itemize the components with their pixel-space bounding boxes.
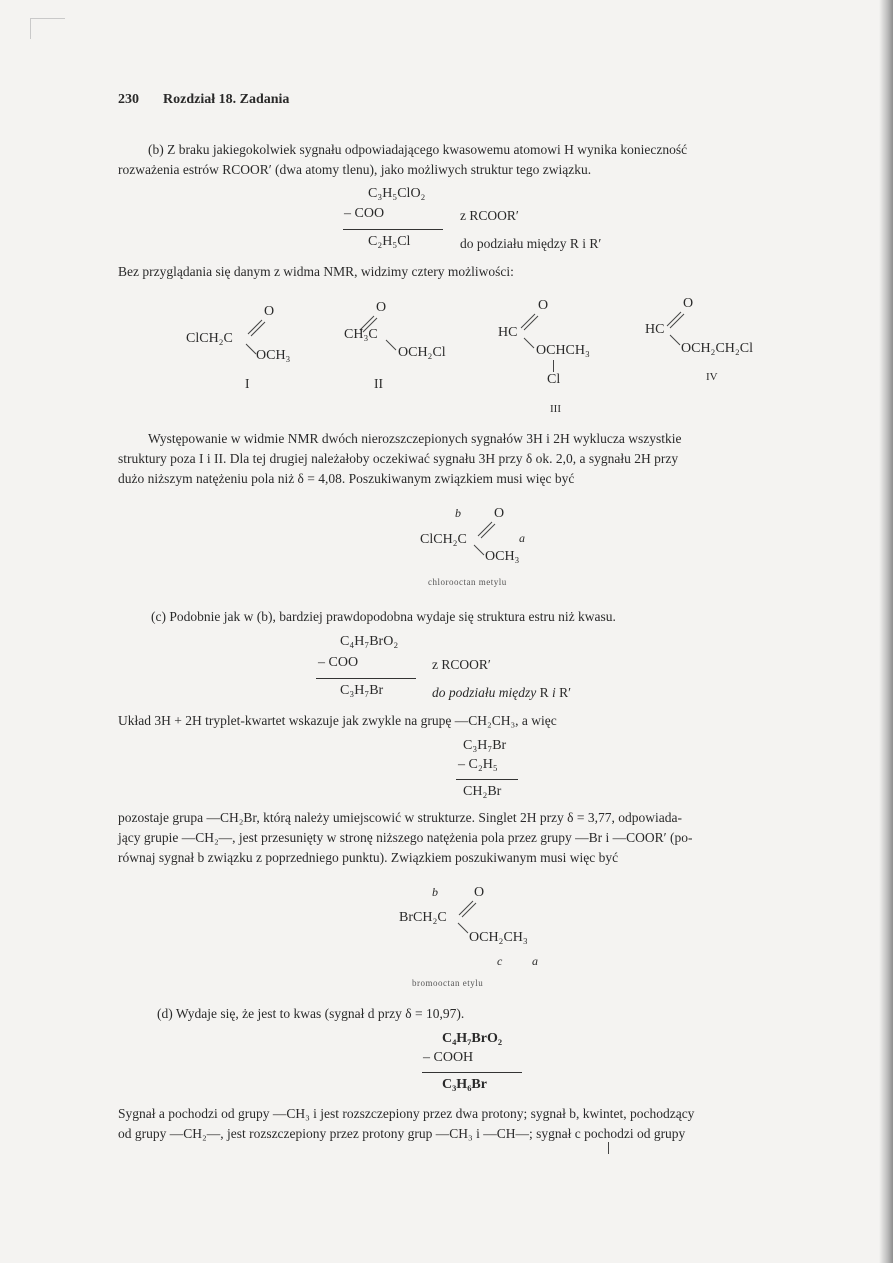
answer-c-oxygen: O <box>474 885 485 900</box>
sec-c-para2: jący grupie —CH₂—, jest przesunięty w stronę niższego natężenia pola przez grupy —Br i —COOR′ (po- <box>118 830 693 845</box>
sec-c-note3-r-prime: R′ <box>559 685 572 700</box>
sec-d-rule <box>422 1072 522 1073</box>
sec-c-sub3: CH₂Br <box>463 784 502 799</box>
structure-III-vertical-bond <box>553 360 554 372</box>
sec-c-uklad: Układ 3H + 2H tryplet-kwartet wskazuje jak zwykle na grupę —CH₂CH₃, a więc <box>118 713 557 728</box>
structure-I-left: ClCH₂C <box>186 331 233 346</box>
structure-IV-bottom: OCH₂CH₂Cl <box>681 341 753 356</box>
sec-c-line1: (c) Podobnie jak w (b), bardziej prawdopodobna wydaje się struktura estru niż kwasu. <box>151 609 616 624</box>
sec-b-line1: (b) Z braku jakiegokolwiek sygnału odpowiadającego kwasowemu atomowi H wynika konieczność <box>148 142 688 157</box>
sec-d-formula1: C₄H₇BrO₂ <box>442 1031 503 1046</box>
structure-II-left: CH₃C <box>344 327 378 342</box>
sec-c-para1: pozostaje grupa —CH₂Br, którą należy umiejscowić w strukturze. Singlet 2H przy δ = 3,77, odpowiada- <box>118 810 683 825</box>
structure-I-label: I <box>245 376 250 391</box>
answer-b-double-bond <box>478 520 498 540</box>
sec-c-result: C₃H₇Br <box>340 683 384 698</box>
sec-d-line1: (d) Wydaje się, że jest to kwas (sygnał d przy δ = 10,97). <box>157 1006 465 1021</box>
answer-c-name: bromooctan etylu <box>412 978 484 988</box>
answer-c-mark-c: c <box>497 954 503 968</box>
sec-b-note2: z RCOOR′ <box>460 208 519 223</box>
answer-c-mark-a: a <box>532 954 538 968</box>
structure-III-label: III <box>550 403 561 415</box>
sec-b-rule <box>343 229 443 230</box>
sec-b-para1: Występowanie w widmie NMR dwóch nierozszczepionych sygnałów 3H i 2H wyklucza wszystkie <box>148 431 682 446</box>
structure-IV-label: IV <box>706 371 718 383</box>
sec-c-formula2: – COO <box>318 655 359 670</box>
answer-c-double-bond <box>459 899 479 919</box>
structure-III-left: HC <box>498 325 518 340</box>
sec-d-para1: Sygnał a pochodzi od grupy —CH₃ i jest rozszczepiony przez dwa protony; sygnał b, kwintet, pochodzący <box>118 1106 695 1121</box>
answer-c-mark-b: b <box>432 885 438 899</box>
sec-b-para3: dużo niższym natężeniu pola niż δ = 4,08. Poszukiwanym związkiem musi więc być <box>118 471 575 486</box>
structure-I-bottom: OCH₃ <box>256 348 291 363</box>
sec-b-formula2: – COO <box>344 206 385 221</box>
sec-b-line2: rozważenia estrów RCOOR′ (dwa atomy tlenu), jako możliwych struktur tego związku. <box>118 162 592 177</box>
structure-I-oxygen: O <box>264 304 275 319</box>
structure-II-oxygen: O <box>376 300 387 315</box>
sec-c-sub1: C₃H₇Br <box>463 738 507 753</box>
sec-d-para2: od grupy —CH₂—, jest rozszczepiony przez protony grup —CH₃ i —CH—; sygnał c pochodzi od grupy <box>118 1126 686 1141</box>
structure-III-bottom: OCHCH₃ <box>536 343 590 358</box>
sec-b-note3: do podziału między R i R′ <box>460 236 602 251</box>
sec-d-ch-vertical-bond <box>608 1142 609 1154</box>
sec-c-note3-text: do podziału między <box>432 685 537 700</box>
sec-b-para2: struktury poza I i II. Dla tej drugiej należałoby oczekiwać sygnału 3H przy δ ok. 2,0, a sygnału 2H przy <box>118 451 679 466</box>
structure-III-oxygen: O <box>538 298 549 313</box>
sec-c-sub-rule <box>456 779 518 780</box>
structure-I-double-bond <box>248 318 268 338</box>
sec-b-formula1: C₃H₅ClO₂ <box>368 186 426 201</box>
answer-b-mark-a: a <box>519 531 525 545</box>
sec-c-note3-r: R <box>539 685 549 700</box>
answer-b-mark-b: b <box>455 506 461 520</box>
scan-corner-mark <box>30 18 65 39</box>
structure-IV-oxygen: O <box>683 296 694 311</box>
answer-b-bottom: OCH₃ <box>485 549 520 564</box>
structure-II-label: II <box>374 376 383 391</box>
sec-c-para3: równaj sygnał b związku z poprzedniego punktu). Związkiem poszukiwanym musi więc być <box>118 850 619 865</box>
sec-c-note3 <box>432 683 571 702</box>
sec-d-result: C₃H₆Br <box>442 1077 487 1092</box>
answer-c-bottom: OCH₂CH₃ <box>469 930 528 945</box>
sec-c-note2: z RCOOR′ <box>432 657 491 672</box>
structure-II-bottom: OCH₂Cl <box>398 345 446 360</box>
page-edge-shadow <box>879 0 893 1263</box>
page-number: 230 <box>118 92 139 107</box>
sec-d-formula2: – COOH <box>423 1050 474 1065</box>
structure-IV-left: HC <box>645 322 665 337</box>
sec-c-sub2: – C₂H₅ <box>458 757 498 772</box>
sec-c-formula1: C₄H₇BrO₂ <box>340 634 399 649</box>
structure-III-sub: Cl <box>547 372 561 387</box>
answer-b-oxygen: O <box>494 506 505 521</box>
structure-IV-double-bond <box>667 310 687 330</box>
structure-III-double-bond <box>521 312 541 332</box>
answer-c-left: BrCH₂C <box>399 910 447 925</box>
sec-c-rule <box>316 678 416 679</box>
chapter-title: Rozdział 18. Zadania <box>163 92 290 107</box>
sec-c-note3-and: i <box>552 685 556 700</box>
answer-b-left: ClCH₂C <box>420 532 467 547</box>
sec-b-result: C₂H₅Cl <box>368 234 411 249</box>
answer-b-name: chlorooctan metylu <box>428 577 507 587</box>
sec-b-intro: Bez przyglądania się danym z widma NMR, widzimy cztery możliwości: <box>118 264 514 279</box>
